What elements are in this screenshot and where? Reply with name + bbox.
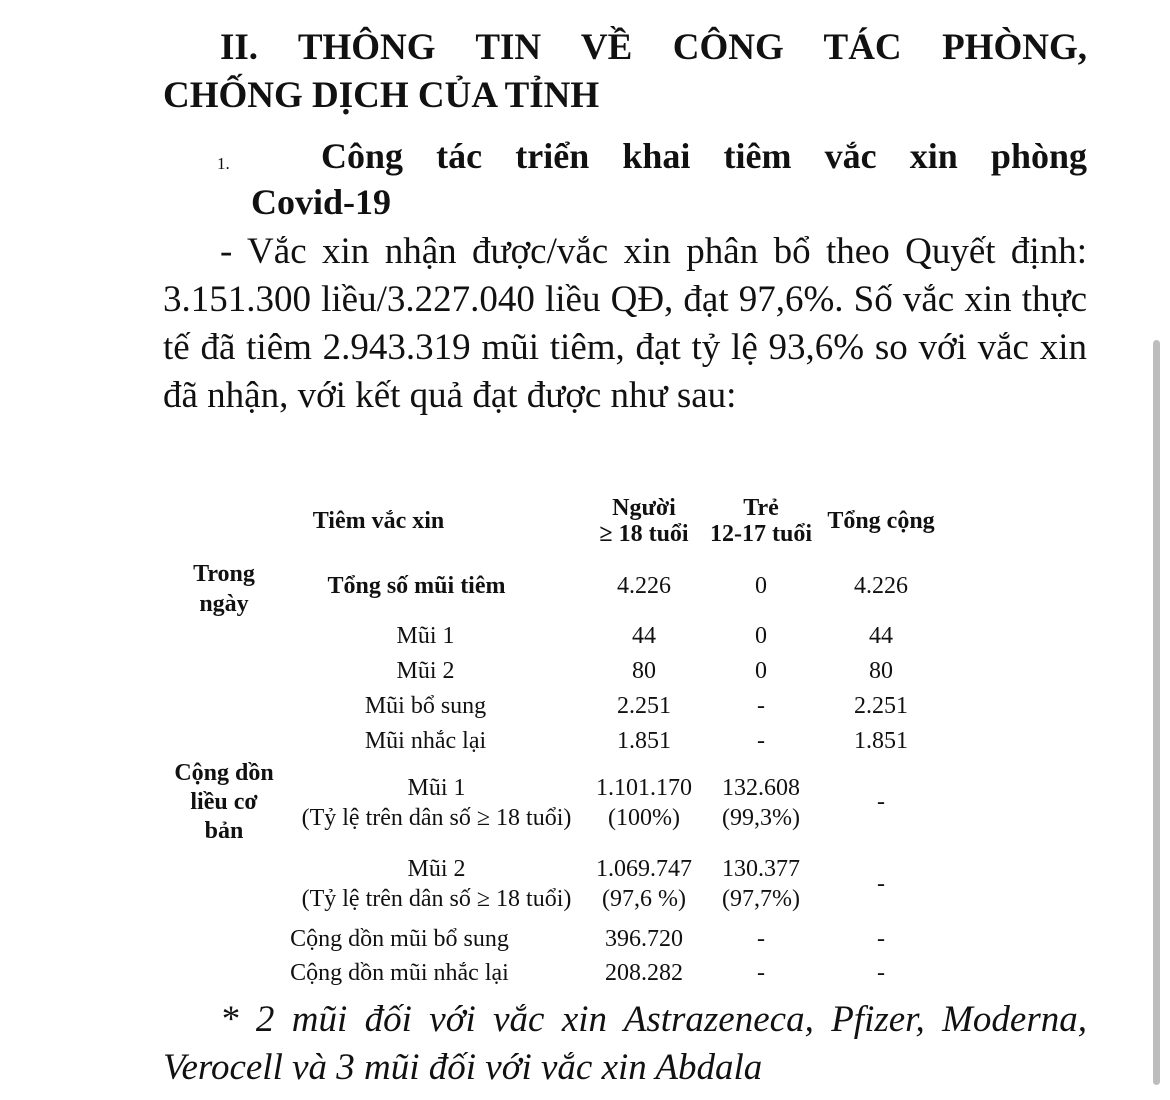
group-cumulative-line2: liều cơ bbox=[190, 789, 258, 815]
header-label: Tiêm vắc xin bbox=[312, 507, 445, 534]
row-child: 0 bbox=[755, 623, 767, 649]
row-total: - bbox=[877, 925, 885, 952]
row-adult-pct: (97,6 %) bbox=[602, 886, 686, 912]
row-adult: 396.720 bbox=[605, 925, 683, 952]
row-child-pct: (99,3%) bbox=[722, 804, 800, 831]
row-adult-pct: (100%) bbox=[608, 804, 680, 831]
row-child: 0 bbox=[755, 658, 767, 684]
subsection-title-line2: Covid-19 bbox=[251, 182, 392, 222]
row-label bbox=[286, 759, 587, 846]
section-heading bbox=[163, 24, 1087, 120]
row-label-line1: Mũi 2 bbox=[407, 856, 466, 882]
header-child-line1: Trẻ bbox=[743, 495, 779, 521]
table-row bbox=[162, 724, 941, 759]
table-row bbox=[162, 619, 941, 654]
header-total: Tổng cộng bbox=[827, 507, 935, 534]
group-daily bbox=[162, 554, 286, 619]
table-header-row bbox=[162, 488, 941, 554]
vaccination-table bbox=[162, 488, 941, 990]
document-page bbox=[163, 24, 1087, 420]
row-adult-value: 1.069.747 bbox=[596, 856, 692, 882]
subsection-number: 1. bbox=[217, 154, 230, 173]
row-adult: 208.282 bbox=[605, 959, 683, 986]
row-child: - bbox=[757, 728, 765, 754]
row-label: Mũi 1 bbox=[396, 623, 455, 649]
row-child: 0 bbox=[755, 573, 767, 599]
row-child-pct: (97,7%) bbox=[722, 886, 800, 912]
row-adult: 4.226 bbox=[617, 573, 671, 599]
header-adult-line2: ≥ 18 tuổi bbox=[599, 521, 689, 547]
row-child-value: 130.377 bbox=[722, 856, 800, 882]
group-cumulative-line3: bản bbox=[204, 818, 244, 844]
subsection-title-line1: Công tác triển khai tiêm vắc xin phòng bbox=[321, 136, 1087, 176]
row-child-value: 132.608 bbox=[722, 774, 800, 801]
row-child: - bbox=[757, 959, 765, 986]
row-adult-value: 1.101.170 bbox=[596, 774, 692, 801]
row-adult bbox=[587, 846, 701, 922]
row-label-line1: Mũi 1 bbox=[407, 774, 466, 801]
section-heading-line1: II. THÔNG TIN VỀ CÔNG TÁC PHÒNG, bbox=[220, 27, 1087, 68]
vertical-scrollbar[interactable] bbox=[1153, 340, 1160, 1085]
row-label: Cộng dồn mũi bổ sung bbox=[290, 925, 509, 952]
row-total: 80 bbox=[869, 658, 893, 684]
row-child: - bbox=[757, 925, 765, 952]
table-row bbox=[162, 654, 941, 689]
section-heading-line2: CHỐNG DỊCH CỦA TỈNH bbox=[163, 75, 600, 116]
header-adult-line1: Người bbox=[612, 495, 676, 521]
table-row bbox=[162, 554, 941, 619]
row-label: Mũi bổ sung bbox=[364, 693, 487, 719]
row-label: Cộng dồn mũi nhắc lại bbox=[290, 959, 509, 986]
row-adult: 1.851 bbox=[617, 728, 671, 754]
row-adult bbox=[587, 759, 701, 846]
row-label: Mũi 2 bbox=[396, 658, 455, 684]
table-row bbox=[162, 759, 941, 846]
row-total: 1.851 bbox=[854, 728, 908, 754]
row-label bbox=[286, 846, 587, 922]
table-row bbox=[162, 956, 941, 990]
row-child bbox=[701, 759, 821, 846]
row-total: 2.251 bbox=[854, 693, 908, 719]
table-row bbox=[162, 922, 941, 956]
header-child bbox=[701, 488, 821, 554]
table-row bbox=[162, 689, 941, 724]
row-child bbox=[701, 846, 821, 922]
row-adult: 44 bbox=[632, 623, 656, 649]
header-adult bbox=[587, 488, 701, 554]
row-label-line2: (Tỷ lệ trên dân số ≥ 18 tuổi) bbox=[301, 804, 572, 831]
body-paragraph: - Vắc xin nhận được/vắc xin phân bổ theo Quyết định: 3.151.300 liều/3.227.040 liều QĐ, đạt 97,6%. Số vắc xin thực tế đã tiêm 2.943.319 mũi tiêm, đạt tỷ lệ 93,6% so với vắc xin đã nhận, với kết quả đạt được như sau: bbox=[163, 231, 1087, 416]
row-total: 44 bbox=[869, 623, 893, 649]
row-label-line2: (Tỷ lệ trên dân số ≥ 18 tuổi) bbox=[301, 886, 572, 912]
header-child-line2: 12-17 tuổi bbox=[710, 521, 812, 547]
group-cumulative-line1: Cộng dồn bbox=[174, 760, 274, 786]
row-total: - bbox=[877, 959, 885, 986]
row-label: Tổng số mũi tiêm bbox=[327, 573, 506, 599]
row-total: 4.226 bbox=[854, 573, 908, 599]
table-row bbox=[162, 846, 941, 922]
row-adult: 2.251 bbox=[617, 693, 671, 719]
footnote: * 2 mũi đối với vắc xin Astrazeneca, Pfizer, Moderna, Verocell và 3 mũi đối với vắc xin Abdala bbox=[163, 999, 1087, 1088]
row-label: Mũi nhắc lại bbox=[364, 728, 487, 754]
group-cumulative bbox=[162, 759, 286, 846]
row-total: - bbox=[877, 789, 885, 815]
row-total: - bbox=[877, 870, 885, 897]
row-adult: 80 bbox=[632, 658, 656, 684]
group-daily-line1: Trong bbox=[193, 561, 255, 587]
group-daily-line2: ngày bbox=[199, 591, 249, 617]
subsection-heading bbox=[163, 133, 1087, 225]
row-child: - bbox=[757, 693, 765, 719]
